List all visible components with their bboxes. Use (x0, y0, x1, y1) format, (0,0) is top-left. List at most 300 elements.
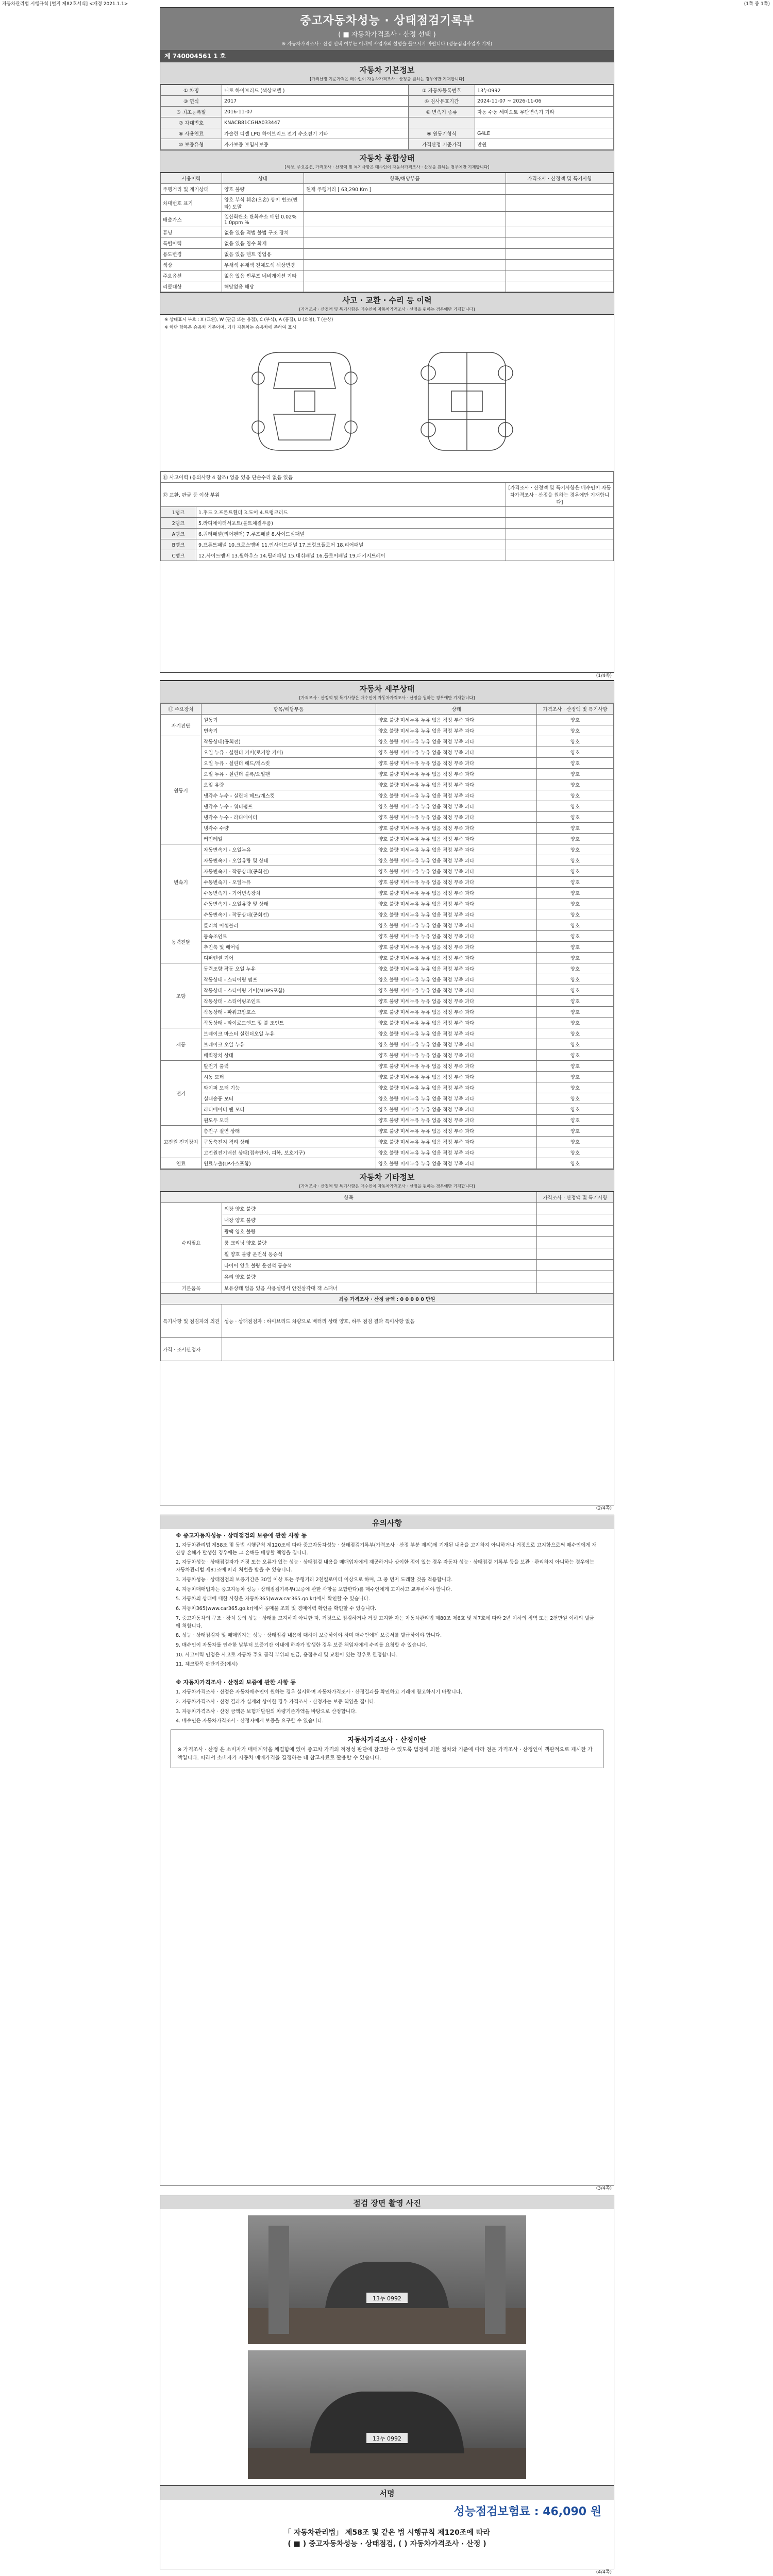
detail-note: 양호 (537, 779, 614, 790)
detail-note: 양호 (537, 812, 614, 823)
accident-title: 사고 · 교환 · 수리 등 이력 (160, 292, 614, 307)
notice-paragraph: 2. 자동차성능 · 상태점검자가 거짓 또는 오류가 있는 성능 · 상태점검 내용을 매매업자에게 제공하거나 상이한 점이 있는 경우 자동차 성능 · 상태점검 기록부 등을 보관 · 관리하지 아니하는 경우에는 자동차관리법 제81조에 따라 처벌을 받을 수 있습니다. (176, 1560, 595, 1573)
notice-paragraph: 9. 매수인이 자동차를 인수한 날부터 보증기간 이내에 하자가 발생한 경우 보증 책임자에게 수리를 요청할 수 있습니다. (176, 1642, 428, 1648)
overall-state: 없음 있음 적법 불법 구조 장치 (222, 227, 304, 238)
detail-group: 조향 (161, 963, 201, 1028)
detail-state: 양호 불량 미세누유 누유 없음 적정 부족 과다 (376, 1137, 537, 1147)
detail-item: 오일 누유 - 실린더 블록/오일팬 (201, 769, 376, 779)
overall-row (161, 184, 614, 195)
detail-item: 와이퍼 모터 기능 (201, 1082, 376, 1093)
detail-item: 오일 누유 - 실린더 헤드/개스킷 (201, 758, 376, 769)
page-number-3: (3/4쪽) (596, 2186, 612, 2191)
detail-row (161, 920, 614, 931)
detail-state: 양호 불량 미세누유 누유 없음 적정 부족 과다 (376, 736, 537, 747)
detail-group: 변속기 (161, 844, 201, 920)
basic-key: ⑩ 보증유형 (161, 139, 222, 150)
detail-note: 양호 (537, 790, 614, 801)
basic-value: 자동 수동 세미오토 무단변속기 기타 (475, 107, 614, 117)
overall-item: 용도변경 (161, 249, 222, 260)
overall-detail: 현재 주행거리 [ 63,290 Km ] (304, 184, 506, 195)
notice-heading-2: ※ 자동차가격조사 · 산정의 보증에 관한 사항 등 (176, 1679, 296, 1686)
detail-row (161, 963, 614, 974)
notice-title: 유의사항 (160, 1515, 614, 1529)
rank-price (506, 518, 614, 529)
detail-state: 양호 불량 미세누유 누유 없음 적정 부족 과다 (376, 1028, 537, 1039)
detail-row (161, 1050, 614, 1061)
detail-state: 양호 불량 미세누유 누유 없음 적정 부족 과다 (376, 1039, 537, 1050)
detail-group: 원동기 (161, 736, 201, 844)
detail-note: 양호 (537, 1007, 614, 1018)
other-item: 룸 크리닝 양호 불량 (222, 1237, 537, 1248)
detail-state: 양호 불량 미세누유 누유 없음 적정 부족 과다 (376, 1115, 537, 1126)
overall-detail (304, 281, 506, 292)
footer-line-2: ( ■ ) 중고자동차성능 · 상태점검, ( ) 자동차가격조사 · 산정 ) (288, 2540, 486, 2549)
overall-item: 주요옵션 (161, 270, 222, 281)
detail-row (161, 942, 614, 953)
detail-row (161, 1093, 614, 1104)
detail-row (161, 866, 614, 877)
detail-note: 양호 (537, 715, 614, 725)
overall-item: 튜닝 (161, 227, 222, 238)
detail-row (161, 1072, 614, 1082)
detail-note: 양호 (537, 866, 614, 877)
detail-note: 양호 (537, 736, 614, 747)
detail-note: 양호 (537, 769, 614, 779)
basic-key: ④ 검사유효기간 (409, 96, 475, 107)
form-title: 중고자동차성능 · 상태점검기록부 (299, 14, 475, 27)
detail-row (161, 779, 614, 790)
special-text: 성능 · 상태점검자 : 하이브리드 차량으로 배터리 상태 양호, 하부 점검 결과 특이사항 없음 (222, 1304, 614, 1338)
basic-value: KNACB81CGHA033447 (222, 117, 409, 128)
detail-state: 양호 불량 미세누유 누유 없음 적정 부족 과다 (376, 715, 537, 725)
other-item: 타이어 양호 불량 운전석 동승석 (222, 1260, 537, 1271)
detail-state: 양호 불량 미세누유 누유 없음 적정 부족 과다 (376, 888, 537, 899)
notice-paragraph: 2. 자동차가격조사 · 산정 결과가 실제와 상이한 경우 가격조사 · 산정자는 보증 책임을 집니다. (176, 1699, 376, 1705)
other-title: 자동차 기타정보 (160, 1169, 614, 1183)
other-row (161, 1237, 614, 1248)
detail-state: 양호 불량 미세누유 누유 없음 적정 부족 과다 (376, 1050, 537, 1061)
detail-row (161, 1104, 614, 1115)
price-label: 가격 · 조사산정자 (161, 1338, 222, 1361)
detail-state: 양호 불량 미세누유 누유 없음 적정 부족 과다 (376, 953, 537, 963)
detail-row (161, 931, 614, 942)
detail-state: 양호 불량 미세누유 누유 없음 적정 부족 과다 (376, 801, 537, 812)
other-group: 기본품목 (161, 1282, 222, 1294)
overall-state: 무채색 유채색 전체도색 색상변경 (222, 260, 304, 270)
notice-paragraph: 10. 사고이력 인정은 사고로 자동차 주요 골격 부위의 판금, 용접수리 및 교환이 있는 경우로 한정합니다. (176, 1652, 398, 1658)
overall-price (506, 238, 614, 249)
detail-state: 양호 불량 미세누유 누유 없음 적정 부족 과다 (376, 1018, 537, 1028)
detail-state: 양호 불량 미세누유 누유 없음 적정 부족 과다 (376, 1093, 537, 1104)
detail-state: 양호 불량 미세누유 누유 없음 적정 부족 과다 (376, 963, 537, 974)
rank-label: B랭크 (161, 539, 196, 550)
detail-row (161, 888, 614, 899)
detail-state: 양호 불량 미세누유 누유 없음 적정 부족 과다 (376, 855, 537, 866)
detail-row (161, 855, 614, 866)
detail-row (161, 974, 614, 985)
detail-group: 고전원 전기장치 (161, 1126, 201, 1158)
detail-item: 자동변속기 - 작동상태(공회전) (201, 866, 376, 877)
photo-plate-1: 13누 0992 (372, 2295, 402, 2302)
detail-item: 수동변속기 - 작동상태(공회전) (201, 909, 376, 920)
detail-note: 양호 (537, 1082, 614, 1093)
detail-item: 시동 모터 (201, 1072, 376, 1082)
rank-label: C랭크 (161, 550, 196, 561)
overall-sub: [색상, 주요옵션, 가격조사 · 산정액 및 특기사항은 매수인이 자동차가격조사 · 산정을 원하는 경우에만 기재합니다] (160, 164, 614, 173)
basic-key: ② 자동차등록번호 (409, 85, 475, 96)
car-frame-view (408, 342, 526, 461)
detail-item: 실내송풍 모터 (201, 1093, 376, 1104)
notice-paragraph: 6. 자동차365(www.car365.go.kr)에서 공매물 조회 및 경매이력 확인을 확인할 수 있습니다. (176, 1606, 377, 1612)
basic-key: ⑧ 사용연료 (161, 128, 222, 139)
overall-row (161, 260, 614, 270)
overall-title: 자동차 종합상태 (160, 150, 614, 164)
price-blank (222, 1338, 614, 1361)
overall-item: 차대번호 표기 (161, 195, 222, 212)
detail-row (161, 812, 614, 823)
overall-state: 양호 부식 훼손(오손) 상이 변조(변타) 도말 (222, 195, 304, 212)
detail-item: 오일 누유 - 실린더 커버(로커암 커버) (201, 747, 376, 758)
other-price (537, 1271, 614, 1282)
detail-item: 냉각수 누수 - 워터펌프 (201, 801, 376, 812)
detail-note: 양호 (537, 920, 614, 931)
rank-price (506, 550, 614, 561)
detail-state: 양호 불량 미세누유 누유 없음 적정 부족 과다 (376, 812, 537, 823)
detail-row (161, 823, 614, 834)
photo-plate-2: 13누 0992 (372, 2435, 402, 2442)
overall-row (161, 227, 614, 238)
notice-paragraph: 4. 매수인은 자동차가격조사 · 산정자에게 보증을 요구할 수 있습니다. (176, 1718, 324, 1724)
detail-note: 양호 (537, 1126, 614, 1137)
basic-key: ⑥ 변속기 종류 (409, 107, 475, 117)
detail-item: 작동상태 - 스티어링 기어(MDPS포함) (201, 985, 376, 996)
top-bar-right: (1쪽 중 1쪽) (744, 2, 770, 7)
overall-col-3: 항목/해당부품 (304, 173, 506, 184)
overall-price (506, 184, 614, 195)
detail-note: 양호 (537, 985, 614, 996)
detail-note: 양호 (537, 877, 614, 888)
detail-col-1: ⑬ 주요장치 (161, 704, 201, 715)
detail-state: 양호 불량 미세누유 누유 없음 적정 부족 과다 (376, 996, 537, 1007)
overall-state: 없음 있음 침수 화재 (222, 238, 304, 249)
detail-title: 자동차 세부상태 (160, 681, 614, 695)
detail-note: 양호 (537, 855, 614, 866)
overall-detail (304, 227, 506, 238)
other-item: 광택 양호 불량 (222, 1226, 537, 1237)
detail-item: 수동변속기 - 오일누유 (201, 877, 376, 888)
rank-row (161, 550, 614, 561)
detail-note: 양호 (537, 963, 614, 974)
price-info-title: 자동차가격조사 · 산정이란 (347, 1736, 427, 1744)
basic-info-table (160, 84, 614, 150)
detail-item: 고전원전기배선 상태(접속단자, 피복, 보호기구) (201, 1147, 376, 1158)
overall-price (506, 212, 614, 227)
detail-state: 양호 불량 미세누유 누유 없음 적정 부족 과다 (376, 747, 537, 758)
overall-detail (304, 249, 506, 260)
detail-row (161, 736, 614, 747)
detail-note: 양호 (537, 888, 614, 899)
accident-history-row: ⑪ 사고이력 (유의사항 4 참조) 없음 있음 단순수리 없음 있음 (161, 472, 614, 483)
basic-row (161, 139, 614, 150)
other-item: 내장 양호 불량 (222, 1214, 537, 1226)
overall-state: 일산화탄소 탄화수소 매연 0.02% 1.0ppm % (222, 212, 304, 227)
basic-key: ⑦ 차대번호 (161, 117, 222, 128)
detail-row (161, 715, 614, 725)
photo-front-image (248, 2215, 526, 2344)
basic-row (161, 96, 614, 107)
page-1 (160, 7, 614, 679)
detail-note: 양호 (537, 953, 614, 963)
page-4 (160, 2195, 614, 2575)
detail-state: 양호 불량 미세누유 누유 없음 적정 부족 과다 (376, 1158, 537, 1169)
detail-state: 양호 불량 미세누유 누유 없음 적정 부족 과다 (376, 823, 537, 834)
other-row (161, 1271, 614, 1282)
other-table (160, 1192, 614, 1361)
basic-key: ① 차명 (161, 85, 222, 96)
overall-state: 양호 불량 (222, 184, 304, 195)
detail-note: 양호 (537, 1072, 614, 1082)
accident-table (160, 471, 614, 561)
detail-row (161, 996, 614, 1007)
other-row (161, 1226, 614, 1237)
detail-item: 오일 유량 (201, 779, 376, 790)
overall-detail (304, 260, 506, 270)
detail-item: 변속기 (201, 725, 376, 736)
rank-price (506, 507, 614, 518)
detail-state: 양호 불량 미세누유 누유 없음 적정 부족 과다 (376, 834, 537, 844)
other-price (537, 1203, 614, 1214)
other-col-1: 항목 (161, 1192, 537, 1203)
detail-state: 양호 불량 미세누유 누유 없음 적정 부족 과다 (376, 1104, 537, 1115)
basic-row (161, 128, 614, 139)
detail-state: 양호 불량 미세누유 누유 없음 적정 부족 과다 (376, 866, 537, 877)
doc-number: 제 740004561 1 호 (160, 50, 614, 62)
basic-value: 만원 (475, 139, 614, 150)
detail-item: 작동상태(공회전) (201, 736, 376, 747)
detail-note: 양호 (537, 844, 614, 855)
detail-item: 자동변속기 - 오일누유 (201, 844, 376, 855)
detail-note: 양호 (537, 758, 614, 769)
detail-note: 양호 (537, 801, 614, 812)
top-bar (0, 0, 773, 6)
detail-row (161, 953, 614, 963)
detail-note: 양호 (537, 747, 614, 758)
detail-item: 추진축 및 베어링 (201, 942, 376, 953)
notice-heading-1: ※ 중고자동차성능 · 상태점검의 보증에 관한 사항 등 (176, 1532, 307, 1539)
detail-row (161, 1147, 614, 1158)
notice-body (160, 1531, 614, 1725)
overall-col-1: 사용이력 (161, 173, 222, 184)
notice-paragraph: 5. 자동차의 상태에 대한 사항은 자동차365(www.car365.go.kr)에서 확인할 수 있습니다. (176, 1596, 370, 1602)
overall-row (161, 238, 614, 249)
notice-paragraph: 3. 자동차가격조사 · 산정 금액은 보험개발원의 차량기준가액을 바탕으로 산정합니다. (176, 1708, 357, 1715)
detail-table (160, 703, 614, 1169)
basic-value: 2024-11-07 ~ 2026-11-06 (475, 96, 614, 107)
detail-group: 자기진단 (161, 715, 201, 736)
detail-state: 양호 불량 미세누유 누유 없음 적정 부족 과다 (376, 931, 537, 942)
form-header (160, 8, 614, 50)
overall-row (161, 195, 614, 212)
basic-row (161, 117, 614, 128)
detail-state: 양호 불량 미세누유 누유 없음 적정 부족 과다 (376, 909, 537, 920)
car-side-views (248, 342, 361, 461)
detail-row (161, 747, 614, 758)
basic-value: 가솔린 디젤 LPG 하이브리드 전기 수소전기 기타 (222, 128, 409, 139)
overall-col-4: 가격조사 · 산정액 및 특기사항 (506, 173, 614, 184)
detail-note: 양호 (537, 1039, 614, 1050)
detail-item: 냉각수 누수 - 실린더 헤드/개스킷 (201, 790, 376, 801)
accident-legend: ※ 상태표시 부호 : X (교환), W (판금 또는 용접), C (부식), A (흠집), U (요철), T (손상) (164, 317, 333, 323)
special-label: 특기사항 및 점검자의 의견 (161, 1304, 222, 1338)
detail-state: 양호 불량 미세누유 누유 없음 적정 부족 과다 (376, 1147, 537, 1158)
page-number-1: (1/4쪽) (596, 673, 612, 679)
detail-row (161, 985, 614, 996)
detail-note: 양호 (537, 1115, 614, 1126)
detail-item: 충전구 절연 상태 (201, 1126, 376, 1137)
detail-state: 양호 불량 미세누유 누유 없음 적정 부족 과다 (376, 920, 537, 931)
detail-item: 작동상태 - 파워고압호스 (201, 1007, 376, 1018)
detail-note: 양호 (537, 1018, 614, 1028)
other-item: 보유상태 없음 있음 사용설명서 안전삼각대 잭 스패너 (222, 1282, 537, 1294)
sign-label: 서명 (160, 2485, 614, 2500)
basic-value (475, 117, 614, 128)
detail-state: 양호 불량 미세누유 누유 없음 적정 부족 과다 (376, 985, 537, 996)
detail-item: 디퍼렌셜 기어 (201, 953, 376, 963)
detail-item: 클러치 어셈블리 (201, 920, 376, 931)
car-diagram (160, 332, 614, 471)
overall-col-2: 상태 (222, 173, 304, 184)
other-row (161, 1260, 614, 1271)
basic-value: 니로 하이브리드 (색상모델 ) (222, 85, 409, 96)
other-price (537, 1282, 614, 1294)
other-price (537, 1226, 614, 1237)
overall-detail (304, 270, 506, 281)
detail-sub: [가격조사 · 산정액 및 특기사항은 매수인이 자동차가격조사 · 산정을 원하는 경우에만 기재합니다] (160, 695, 614, 703)
notice-paragraph: 11. 체크항목 판단기준(예시) (176, 1662, 238, 1668)
detail-row (161, 1028, 614, 1039)
detail-item: 브레이크 마스터 실린더오일 누유 (201, 1028, 376, 1039)
overall-detail (304, 195, 506, 212)
detail-row (161, 1061, 614, 1072)
overall-item: 리콜대상 (161, 281, 222, 292)
detail-item: 발전기 출력 (201, 1061, 376, 1072)
detail-row (161, 1158, 614, 1169)
accident-price-col: [가격조사 · 산정액 및 특기사항은 매수인이 자동차가격조사 · 산정을 원하는 경우에만 기재합니다] (506, 483, 614, 507)
detail-row (161, 1126, 614, 1137)
overall-item: 특별이력 (161, 238, 222, 249)
other-price (537, 1237, 614, 1248)
detail-item: 윈도우 모터 (201, 1115, 376, 1126)
rank-label: 2랭크 (161, 518, 196, 529)
detail-row (161, 1082, 614, 1093)
detail-item: 작동상태 - 타이로드엔드 및 볼 조인트 (201, 1018, 376, 1028)
other-item: 유리 양호 불량 (222, 1271, 537, 1282)
detail-row (161, 1018, 614, 1028)
detail-note: 양호 (537, 725, 614, 736)
basic-row (161, 107, 614, 117)
detail-note: 양호 (537, 899, 614, 909)
rank-parts: 5.라디에이터서포트(볼트체결부품) (196, 518, 506, 529)
basic-value: 13누0992 (475, 85, 614, 96)
overall-item: 배출가스 (161, 212, 222, 227)
overall-item: 주행거리 및 계기상태 (161, 184, 222, 195)
page-2 (160, 680, 614, 1511)
rank-parts: 9.프론트패널 10.크로스멤버 11.인사이드패널 17.트렁크플로어 18.리어패널 (196, 539, 506, 550)
form-note: ※ 자동차가격조사 · 산정 선택 여부는 이래에 사업자의 설명을 들으시기 바랍니다 (성능점검사업자 기재) (281, 42, 493, 47)
overall-row (161, 249, 614, 260)
rank-price (506, 529, 614, 539)
detail-item: 구동축전지 격리 상태 (201, 1137, 376, 1147)
detail-col-4: 가격조사 · 산정액 및 특기사항 (537, 704, 614, 715)
other-item: 휠 양호 불량 운전석 동승석 (222, 1248, 537, 1260)
detail-item: 동력조향 작동 오일 누유 (201, 963, 376, 974)
detail-state: 양호 불량 미세누유 누유 없음 적정 부족 과다 (376, 877, 537, 888)
detail-note: 양호 (537, 996, 614, 1007)
notice-paragraph: 7. 중고자동차의 구조 · 장치 등의 성능 · 상태를 고지하지 아니한 자, 거짓으로 점검하거나 거짓 고지한 자는 자동차관리법 제80조 제6호 및 제7호에 따라 2년 이하의 징역 또는 2천만원 이하의 벌금에 처합니다. (176, 1615, 594, 1629)
detail-item: 연료누출(LP가스포함) (201, 1158, 376, 1169)
price-info-box (171, 1730, 603, 1768)
detail-note: 양호 (537, 909, 614, 920)
rank-parts: 1.후드 2.프론트휀더 3.도어 4.트렁크리드 (196, 507, 506, 518)
detail-row (161, 877, 614, 888)
detail-item: 브레이크 오일 누유 (201, 1039, 376, 1050)
notice-paragraph: 3. 자동차성능 · 상태점검의 보증기간은 30일 이상 또는 주행거리 2천킬로미터 이상으로 하며, 그 중 먼저 도래한 것을 적용합니다. (176, 1577, 453, 1583)
rank-parts: 12.사이드멤버 13.휠하우스 14.필러패널 15.대쉬패널 16.플로어패널 19.패키지트레이 (196, 550, 506, 561)
detail-note: 양호 (537, 974, 614, 985)
basic-info-sub: [가격산정 기준가격은 매수인이 자동차가격조사 · 산정을 원하는 경우에만 기재합니다] (160, 76, 614, 84)
photos-title: 점검 장면 촬영 사진 (160, 2195, 614, 2209)
detail-group: 동력전달 (161, 920, 201, 963)
detail-note: 양호 (537, 1061, 614, 1072)
accident-legend-2: ※ 하단 항목은 승용차 기준이며, 기타 자동차는 승용차에 준하여 표시 (164, 325, 296, 330)
other-item: 외장 양호 불량 (222, 1203, 537, 1214)
detail-item: 냉각수 수량 (201, 823, 376, 834)
other-group: 수리필요 (161, 1203, 222, 1282)
basic-key: ③ 연식 (161, 96, 222, 107)
other-price (537, 1248, 614, 1260)
detail-item: 작동상태 - 스티어링조인트 (201, 996, 376, 1007)
detail-row (161, 790, 614, 801)
rank-row (161, 507, 614, 518)
overall-state: 해당없음 해당 (222, 281, 304, 292)
notice-paragraph: 1. 자동차관리법 제58조 및 동법 시행규칙 제120조에 따라 중고자동차성능 · 상태점검기록부(가격조사 · 산정 부분 제외)에 기재된 내용을 고지하지 아니하거나 거짓으로 고지함으로써 매수인에게 재산상 손해가 발생한 경우에는 그 손해를 배상할 책임을 집니다. (176, 1543, 597, 1556)
detail-item: 자동변속기 - 오일유량 및 상태 (201, 855, 376, 866)
other-price (537, 1214, 614, 1226)
other-row (161, 1282, 614, 1294)
top-bar-left: 자동차관리법 시행규칙 [별지 제82호서식] <개정 2021.1.1> (2, 2, 128, 7)
detail-group: 전기 (161, 1061, 201, 1126)
basic-info-title: 자동차 기본정보 (160, 62, 614, 76)
detail-state: 양호 불량 미세누유 누유 없음 적정 부족 과다 (376, 779, 537, 790)
basic-row (161, 85, 614, 96)
basic-value: 자가보증 보험사보증 (222, 139, 409, 150)
rank-row (161, 539, 614, 550)
detail-note: 양호 (537, 931, 614, 942)
overall-row (161, 281, 614, 292)
detail-row (161, 834, 614, 844)
detail-item: 수동변속기 - 기어변속장치 (201, 888, 376, 899)
detail-item: 라디에이터 팬 모터 (201, 1104, 376, 1115)
price-info-text: ※ 가격조사 · 산정 은 소비자가 매매계약을 체결함에 있어 중고차 가격의 적정성 판단에 참고할 수 있도록 법정에 의한 절차와 기준에 따라 전문 가격조사 · 산정인이 객관적으로 제시한 가액입니다. 따라서 소비자가 자동차 매매가격을 결정하는 데 참고자료로 활용할 수 있습니다. (177, 1747, 593, 1761)
photo-rear-image (248, 2350, 526, 2479)
detail-state: 양호 불량 미세누유 누유 없음 적정 부족 과다 (376, 942, 537, 953)
overall-detail (304, 212, 506, 227)
accident-sub: [가격조사 · 산정액 및 특기사항은 매수인이 자동차가격조사 · 산정을 원하는 경우에만 기재합니다] (160, 307, 614, 315)
basic-value: 2017 (222, 96, 409, 107)
notice-paragraph: 4. 자동차매매업자는 중고자동차 성능 · 상태점검기록부(보증에 관한 사항을 포함한다)를 매수인에게 고지하고 교부하여야 합니다. (176, 1586, 452, 1592)
detail-state: 양호 불량 미세누유 누유 없음 적정 부족 과다 (376, 1007, 537, 1018)
overall-detail (304, 238, 506, 249)
